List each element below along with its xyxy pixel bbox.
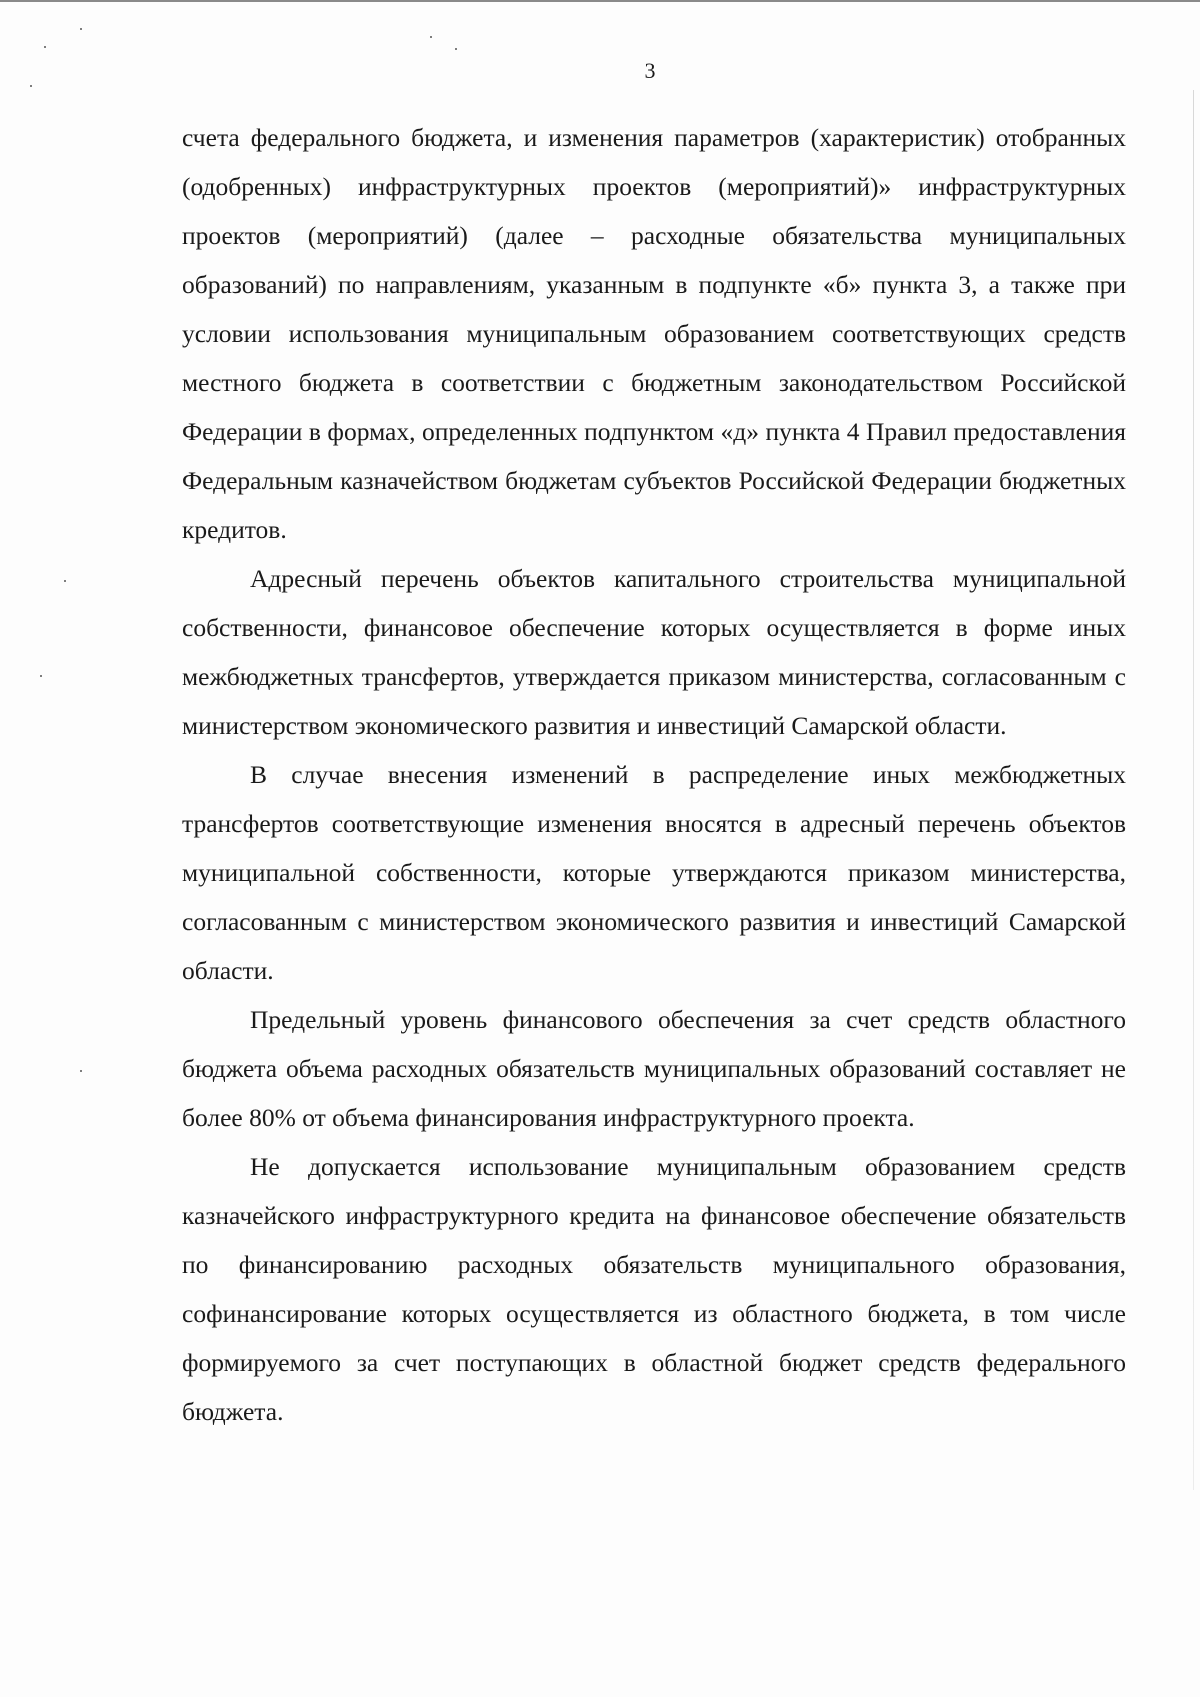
scan-speck — [40, 675, 42, 677]
scan-speck — [80, 1070, 82, 1072]
paragraph: Не допускается использование муниципальным образованием средств казначейского инфраструктурного кредита на финансовое обеспечение обязательств по финансированию расходных обязательств муниципального образования, софинансирование которых осуществляется из областного бюджета, в том числе формируемого за счет поступающих в областной бюджет средств федерального бюджета. — [182, 1152, 1126, 1426]
scan-speck — [430, 36, 432, 38]
page-number: 3 — [644, 58, 656, 83]
scan-speck — [455, 48, 457, 50]
paragraph: счета федерального бюджета, и изменения параметров (характеристик) отобранных (одобренных) инфраструктурных проектов (мероприятий)» инфраструктурных проектов (мероприятий) (далее – расходные обязательства муниципальных образований) по направлениям, указанным в подпункте «б» пункта 3, а также при условии использования муниципальным образованием соответствующих средств местного бюджета в соответствии с бюджетным законодательством Российской Федерации в формах, определенных подпунктом «д» пункта 4 Правил предоставления Федеральным казначейством бюджетам субъектов Российской Федерации бюджетных кредитов. — [182, 123, 1126, 544]
document-body — [182, 113, 1126, 1436]
scan-top-edge — [0, 0, 1200, 2]
paragraph: В случае внесения изменений в распределение иных межбюджетных трансфертов соответствующие изменения вносятся в адресный перечень объектов муниципальной собственности, которые утверждаются приказом министерства, согласованным с министерством экономического развития и инвестиций Самарской области. — [182, 760, 1126, 985]
scan-speck — [80, 28, 82, 30]
scan-speck — [64, 580, 66, 582]
scan-speck — [44, 46, 46, 48]
paragraph: Предельный уровень финансового обеспечения за счет средств областного бюджета объема расходных обязательств муниципальных образований составляет не более 80% от объема финансирования инфраструктурного проекта. — [182, 1005, 1126, 1132]
paragraph: Адресный перечень объектов капитального строительства муниципальной собственности, финансовое обеспечение которых осуществляется в форме иных межбюджетных трансфертов, утверждается приказом министерства, согласованным с министерством экономического развития и инвестиций Самарской области. — [182, 564, 1126, 740]
scan-right-edge — [1193, 90, 1194, 1490]
scan-speck — [30, 85, 32, 87]
